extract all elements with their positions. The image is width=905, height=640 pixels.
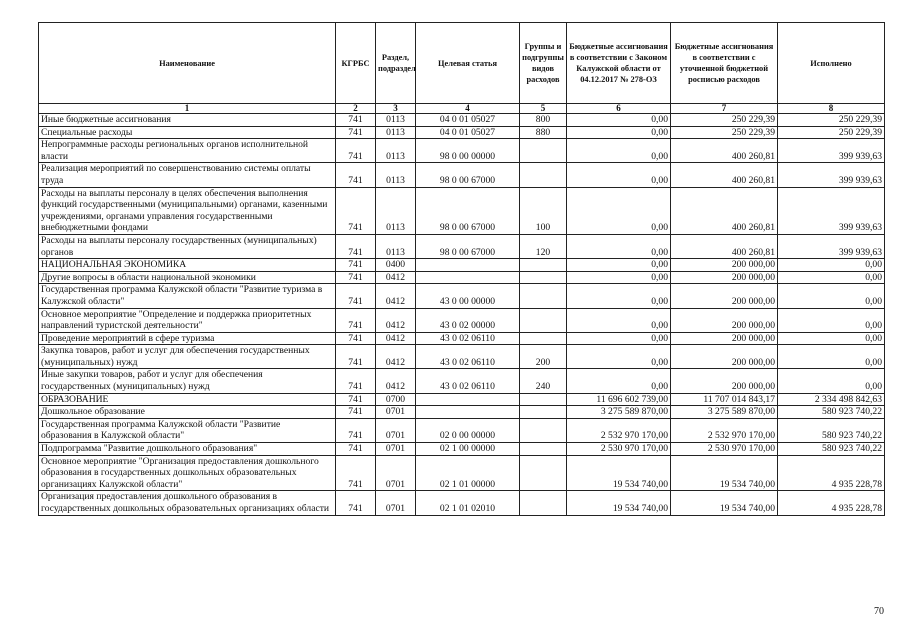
table-row: [39, 393, 885, 406]
row-name: Государственная программа Калужской области "Развитие туризма в Калужской области": [39, 284, 336, 308]
row-refined-allocation: 400 260,81: [671, 187, 778, 234]
row-executed: 250 229,39: [778, 126, 885, 139]
row-executed: 0,00: [778, 271, 885, 284]
row-executed: 0,00: [778, 308, 885, 332]
row-executed: 250 229,39: [778, 114, 885, 127]
row-group: 240: [520, 369, 567, 393]
row-kgrbs: 741: [336, 259, 376, 272]
row-law-allocation: 0,00: [567, 139, 671, 163]
row-law-allocation: 0,00: [567, 114, 671, 127]
row-law-allocation: 2 530 970 170,00: [567, 443, 671, 456]
row-law-allocation: 3 275 589 870,00: [567, 406, 671, 419]
row-law-allocation: 0,00: [567, 332, 671, 345]
row-target: 43 0 02 06110: [416, 332, 520, 345]
table-body: [39, 114, 885, 516]
row-group: [520, 271, 567, 284]
row-section: 0113: [376, 139, 416, 163]
row-name: Дошкольное образование: [39, 406, 336, 419]
row-refined-allocation: 200 000,00: [671, 259, 778, 272]
row-law-allocation: 0,00: [567, 369, 671, 393]
table-row: [39, 491, 885, 515]
header-row: [39, 23, 885, 104]
row-refined-allocation: 200 000,00: [671, 369, 778, 393]
row-target: [416, 271, 520, 284]
column-number: 4: [416, 104, 520, 114]
row-refined-allocation: 19 534 740,00: [671, 491, 778, 515]
row-kgrbs: 741: [336, 234, 376, 258]
row-kgrbs: 741: [336, 443, 376, 456]
table-row: [39, 163, 885, 187]
header-law-allocation: Бюджетные ассигнования в соответствии с Законом Калужской области от 04.12.2017 № 278-ОЗ: [567, 23, 671, 104]
row-group: [520, 139, 567, 163]
row-target: 02 1 01 02010: [416, 491, 520, 515]
row-law-allocation: 0,00: [567, 187, 671, 234]
header-section: Раздел, подраздел: [376, 23, 416, 104]
row-kgrbs: 741: [336, 114, 376, 127]
row-kgrbs: 741: [336, 369, 376, 393]
column-number: 6: [567, 104, 671, 114]
row-name: Другие вопросы в области национальной экономики: [39, 271, 336, 284]
row-group: [520, 393, 567, 406]
row-executed: 0,00: [778, 284, 885, 308]
row-section: 0412: [376, 284, 416, 308]
row-target: 43 0 00 00000: [416, 284, 520, 308]
row-executed: 0,00: [778, 345, 885, 369]
row-group: [520, 418, 567, 442]
column-number-row: [39, 104, 885, 114]
row-law-allocation: 0,00: [567, 163, 671, 187]
row-section: 0701: [376, 418, 416, 442]
row-law-allocation: 0,00: [567, 284, 671, 308]
row-executed: 580 923 740,22: [778, 418, 885, 442]
row-kgrbs: 741: [336, 187, 376, 234]
row-name: Реализация мероприятий по совершенствованию системы оплаты труда: [39, 163, 336, 187]
table-row: [39, 406, 885, 419]
row-group: [520, 308, 567, 332]
header-kgrbs: КГРБС: [336, 23, 376, 104]
row-refined-allocation: 200 000,00: [671, 271, 778, 284]
row-law-allocation: 19 534 740,00: [567, 491, 671, 515]
row-law-allocation: 0,00: [567, 259, 671, 272]
row-target: 98 0 00 67000: [416, 163, 520, 187]
column-number: 5: [520, 104, 567, 114]
row-section: 0701: [376, 406, 416, 419]
row-refined-allocation: 200 000,00: [671, 284, 778, 308]
row-refined-allocation: 250 229,39: [671, 126, 778, 139]
row-section: 0412: [376, 308, 416, 332]
row-law-allocation: 0,00: [567, 126, 671, 139]
row-group: 120: [520, 234, 567, 258]
header-name: Наименование: [39, 23, 336, 104]
header-group: Группы и подгруппы видов расходов: [520, 23, 567, 104]
budget-table: [38, 22, 885, 516]
row-name: Государственная программа Калужской области "Развитие образования в Калужской области": [39, 418, 336, 442]
row-group: 880: [520, 126, 567, 139]
row-executed: 4 935 228,78: [778, 455, 885, 491]
row-target: [416, 259, 520, 272]
row-group: [520, 163, 567, 187]
column-number: 7: [671, 104, 778, 114]
table-row: [39, 126, 885, 139]
row-law-allocation: 0,00: [567, 271, 671, 284]
column-number: 1: [39, 104, 336, 114]
row-group: 200: [520, 345, 567, 369]
row-refined-allocation: 2 532 970 170,00: [671, 418, 778, 442]
row-kgrbs: 741: [336, 271, 376, 284]
row-executed: 399 939,63: [778, 187, 885, 234]
row-name: Непрограммные расходы региональных органов исполнительной власти: [39, 139, 336, 163]
table-row: [39, 308, 885, 332]
row-executed: 2 334 498 842,63: [778, 393, 885, 406]
row-section: 0701: [376, 443, 416, 456]
row-refined-allocation: 11 707 014 843,17: [671, 393, 778, 406]
column-number: 3: [376, 104, 416, 114]
row-refined-allocation: 400 260,81: [671, 234, 778, 258]
row-target: [416, 406, 520, 419]
table-row: [39, 234, 885, 258]
table-row: [39, 345, 885, 369]
row-law-allocation: 2 532 970 170,00: [567, 418, 671, 442]
row-name: Подпрограмма "Развитие дошкольного образования": [39, 443, 336, 456]
row-section: 0113: [376, 163, 416, 187]
row-section: 0113: [376, 126, 416, 139]
row-refined-allocation: 250 229,39: [671, 114, 778, 127]
row-target: 02 1 00 00000: [416, 443, 520, 456]
row-section: 0700: [376, 393, 416, 406]
row-law-allocation: 0,00: [567, 308, 671, 332]
row-kgrbs: 741: [336, 455, 376, 491]
row-name: Организация предоставления дошкольного образования в государственных дошкольных образовательных организациях области: [39, 491, 336, 515]
column-number: 2: [336, 104, 376, 114]
row-refined-allocation: 400 260,81: [671, 139, 778, 163]
row-group: 800: [520, 114, 567, 127]
row-refined-allocation: 200 000,00: [671, 332, 778, 345]
row-name: Расходы на выплаты персоналу государственных (муниципальных) органов: [39, 234, 336, 258]
row-section: 0412: [376, 332, 416, 345]
row-name: Закупка товаров, работ и услуг для обеспечения государственных (муниципальных) нужд: [39, 345, 336, 369]
row-kgrbs: 741: [336, 139, 376, 163]
row-group: 100: [520, 187, 567, 234]
row-executed: 580 923 740,22: [778, 443, 885, 456]
table-row: [39, 284, 885, 308]
row-target: 43 0 02 06110: [416, 369, 520, 393]
row-law-allocation: 0,00: [567, 234, 671, 258]
header-target: Целевая статья: [416, 23, 520, 104]
row-refined-allocation: 3 275 589 870,00: [671, 406, 778, 419]
row-group: [520, 284, 567, 308]
row-name: Специальные расходы: [39, 126, 336, 139]
row-section: 0412: [376, 345, 416, 369]
row-name: ОБРАЗОВАНИЕ: [39, 393, 336, 406]
row-refined-allocation: 200 000,00: [671, 308, 778, 332]
row-executed: 0,00: [778, 369, 885, 393]
row-law-allocation: 11 696 602 739,00: [567, 393, 671, 406]
row-target: 98 0 00 67000: [416, 234, 520, 258]
table-row: [39, 259, 885, 272]
row-group: [520, 455, 567, 491]
row-law-allocation: 0,00: [567, 345, 671, 369]
row-target: 02 0 00 00000: [416, 418, 520, 442]
table-row: [39, 187, 885, 234]
row-kgrbs: 741: [336, 418, 376, 442]
row-group: [520, 332, 567, 345]
row-kgrbs: 741: [336, 345, 376, 369]
row-kgrbs: 741: [336, 332, 376, 345]
table-row: [39, 332, 885, 345]
row-executed: 399 939,63: [778, 163, 885, 187]
row-refined-allocation: 19 534 740,00: [671, 455, 778, 491]
row-refined-allocation: 400 260,81: [671, 163, 778, 187]
row-target: 98 0 00 67000: [416, 187, 520, 234]
row-executed: 4 935 228,78: [778, 491, 885, 515]
row-kgrbs: 741: [336, 491, 376, 515]
row-target: 98 0 00 00000: [416, 139, 520, 163]
row-executed: 399 939,63: [778, 234, 885, 258]
row-section: 0113: [376, 114, 416, 127]
table-row: [39, 418, 885, 442]
row-section: 0412: [376, 271, 416, 284]
row-section: 0113: [376, 234, 416, 258]
row-section: 0400: [376, 259, 416, 272]
table-row: [39, 369, 885, 393]
row-executed: 0,00: [778, 332, 885, 345]
row-section: 0701: [376, 491, 416, 515]
row-executed: 399 939,63: [778, 139, 885, 163]
column-number: 8: [778, 104, 885, 114]
header-refined-allocation: Бюджетные ассигнования в соответствии с уточненной бюджетной росписью расходов: [671, 23, 778, 104]
row-kgrbs: 741: [336, 163, 376, 187]
row-name: Расходы на выплаты персоналу в целях обеспечения выполнения функций государственными (муниципальными) органами, казенными учреждениями, органами управления государственными внебюджетными фондами: [39, 187, 336, 234]
page-number: 70: [874, 606, 884, 617]
row-group: [520, 259, 567, 272]
row-group: [520, 443, 567, 456]
row-target: 04 0 01 05027: [416, 126, 520, 139]
row-executed: 580 923 740,22: [778, 406, 885, 419]
table-row: [39, 455, 885, 491]
row-kgrbs: 741: [336, 126, 376, 139]
row-executed: 0,00: [778, 259, 885, 272]
row-section: 0701: [376, 455, 416, 491]
row-refined-allocation: 200 000,00: [671, 345, 778, 369]
row-name: Иные бюджетные ассигнования: [39, 114, 336, 127]
row-law-allocation: 19 534 740,00: [567, 455, 671, 491]
row-section: 0412: [376, 369, 416, 393]
row-kgrbs: 741: [336, 284, 376, 308]
row-group: [520, 491, 567, 515]
table-row: [39, 271, 885, 284]
table-row: [39, 114, 885, 127]
row-target: [416, 393, 520, 406]
row-name: Основное мероприятие "Организация предоставления дошкольного образования в государственных дошкольных образовательных организациях Калужской области": [39, 455, 336, 491]
row-kgrbs: 741: [336, 393, 376, 406]
row-target: 04 0 01 05027: [416, 114, 520, 127]
table-row: [39, 139, 885, 163]
row-target: 43 0 02 00000: [416, 308, 520, 332]
row-kgrbs: 741: [336, 308, 376, 332]
row-name: Проведение мероприятий в сфере туризма: [39, 332, 336, 345]
row-section: 0113: [376, 187, 416, 234]
row-name: Основное мероприятие "Определение и поддержка приоритетных направлений туристской деятельности": [39, 308, 336, 332]
row-refined-allocation: 2 530 970 170,00: [671, 443, 778, 456]
row-target: 02 1 01 00000: [416, 455, 520, 491]
row-kgrbs: 741: [336, 406, 376, 419]
header-executed: Исполнено: [778, 23, 885, 104]
row-name: НАЦИОНАЛЬНАЯ ЭКОНОМИКА: [39, 259, 336, 272]
row-name: Иные закупки товаров, работ и услуг для обеспечения государственных (муниципальных) нужд: [39, 369, 336, 393]
row-target: 43 0 02 06110: [416, 345, 520, 369]
row-group: [520, 406, 567, 419]
table-row: [39, 443, 885, 456]
